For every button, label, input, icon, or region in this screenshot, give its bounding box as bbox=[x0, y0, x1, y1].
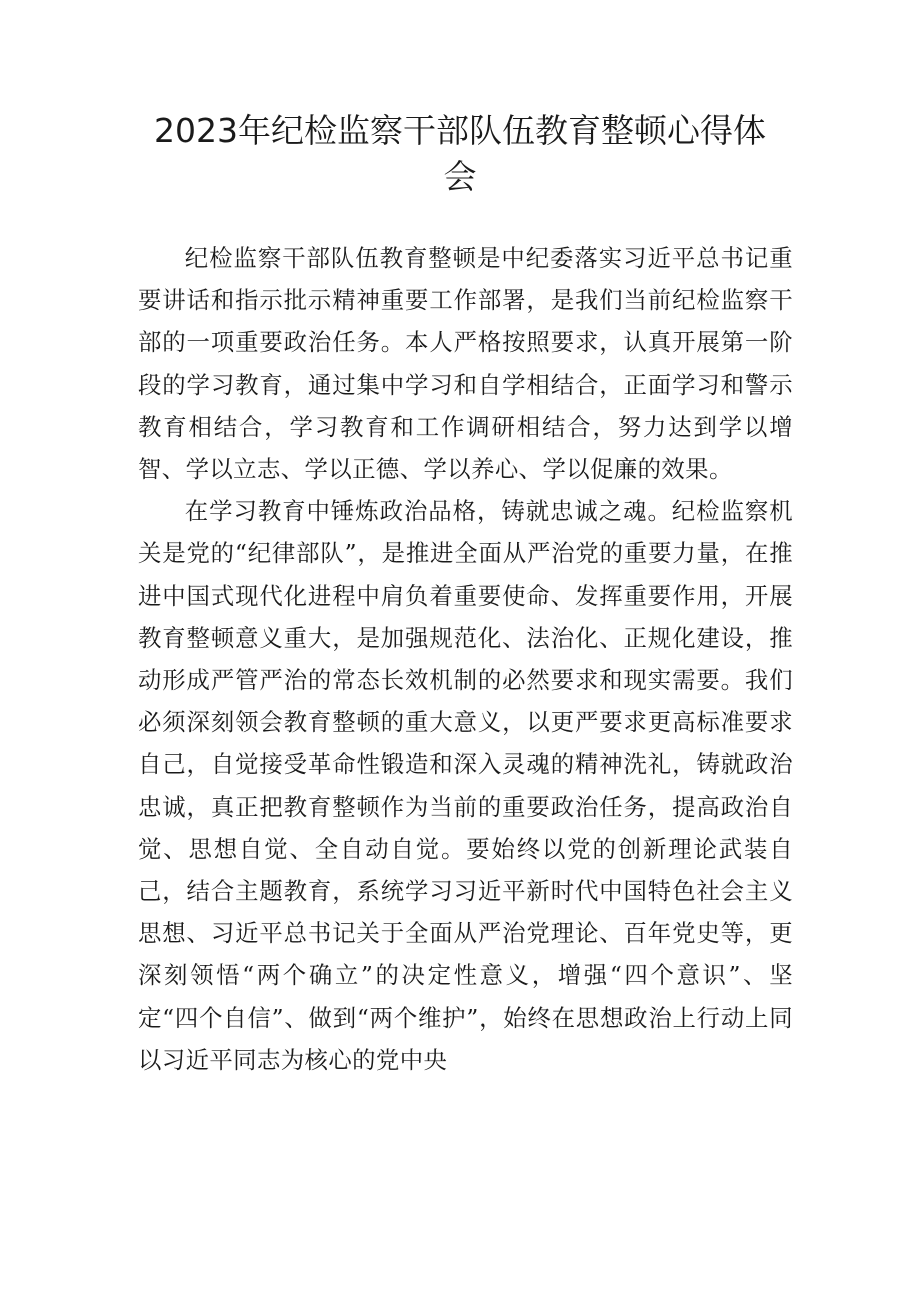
document-title: 2023年纪检监察干部队伍教育整顿心得体会 bbox=[154, 111, 766, 196]
document-body bbox=[138, 237, 793, 1081]
paragraph-1: 纪检监察干部队伍教育整顿是中纪委落实习近平总书记重要讲话和指示批示精神重要工作部署，是我们当前纪检监察干部的一项重要政治任务。本人严格按照要求，认真开展第一阶段的学习教育，通过集中学习和自学相结合，正面学习和警示教育相结合，学习教育和工作调研相结合，努力达到学以增智、学以立志、学以正德、学以养心、学以促廉的效果。 bbox=[138, 244, 793, 484]
paragraph-2: 在学习教育中锤炼政治品格，铸就忠诚之魂。纪检监察机关是党的“纪律部队”，是推进全面从严治党的重要力量，在推进中国式现代化进程中肩负着重要使命、发挥重要作用，开展教育整顿意义重大，是加强规范化、法治化、正规化建设，推动形成严管严治的常态长效机制的必然要求和现实需要。我们必须深刻领会教育整顿的重大意义，以更严要求更高标准要求自己，自觉接受革命性锻造和深入灵魂的精神洗礼，铸就政治忠诚，真正把教育整顿作为当前的重要政治任务，提高政治自觉、思想自觉、全自动自觉。要始终以党的创新理论武装自己，结合主题教育，系统学习习近平新时代中国特色社会主义思想、习近平总书记关于全面从严治党理论、百年党史等，更深刻领悟“两个确立”的决定性意义，增强“四个意识”、坚定“四个自信”、做到“两个维护”，始终在思想政治上行动上同以习近平同志为核心的党中央 bbox=[138, 497, 793, 1074]
